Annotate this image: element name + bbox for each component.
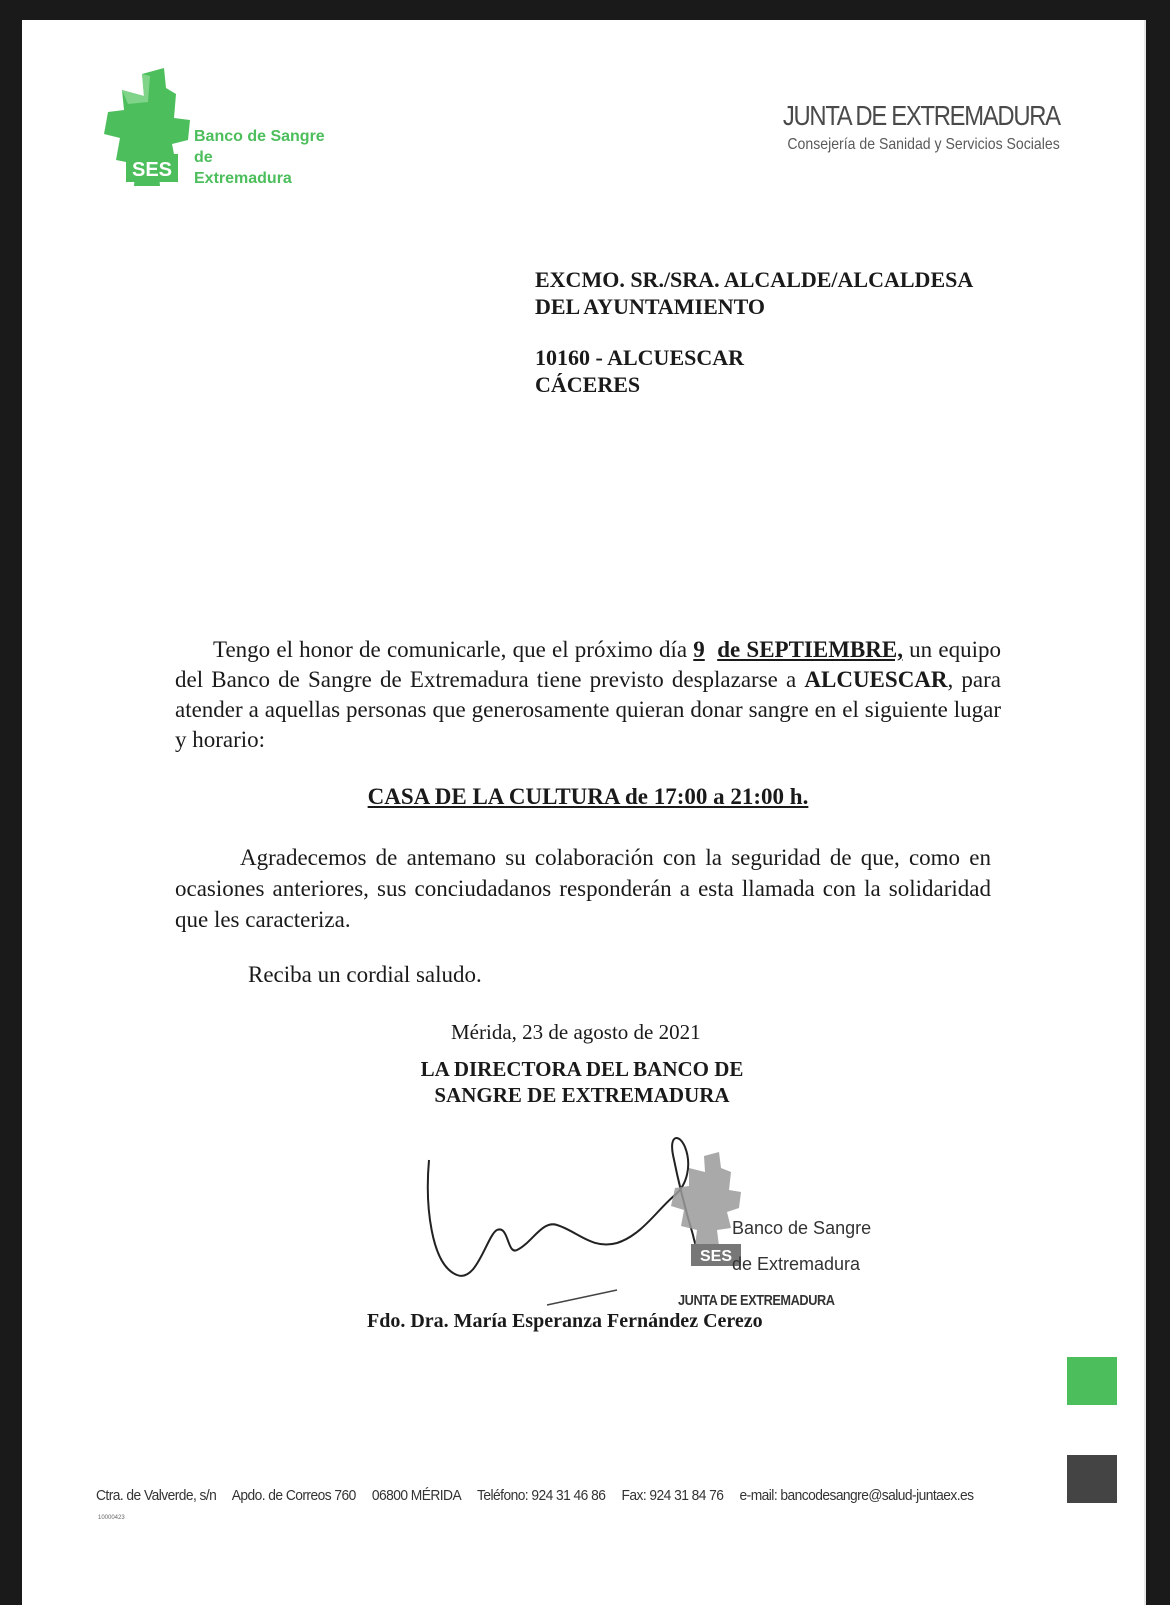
footer-contact	[96, 1487, 986, 1504]
event-month: de SEPTIEMBRE,	[717, 637, 903, 662]
logo-line-1: Banco de Sangre	[194, 128, 325, 145]
svg-text:SES: SES	[131, 159, 173, 181]
signer-title	[382, 1056, 782, 1108]
paragraph-1-end: , para atender a aquellas personas que generosamente quieran donar sangre en el siguiente lugar y horario:	[175, 667, 1002, 752]
event-day: 9	[693, 637, 705, 662]
footer-fax: Fax: 924 31 84 76	[621, 1487, 724, 1504]
signer-name: Fdo. Dra. María Esperanza Fernández Cerezo	[367, 1310, 763, 1332]
addressee-line-3: 10160 - ALCUESCAR	[535, 345, 745, 370]
page-edge-rule	[1144, 20, 1146, 1605]
logo-line-2: de	[194, 149, 213, 166]
gray-color-square	[1067, 1455, 1117, 1503]
footer-city: 06800 MÉRIDA	[371, 1487, 462, 1504]
addressee-line-4: CÁCERES	[535, 372, 641, 397]
place-date: Mérida, 23 de agosto de 2021	[451, 1020, 701, 1044]
letter-paragraph-2	[175, 842, 991, 935]
junta-department: Consejería de Sanidad y Servicios Sociales	[787, 136, 1060, 153]
green-color-square	[1067, 1357, 1117, 1405]
logo-line-3: Extremadura	[194, 170, 292, 187]
footer-po-box: Apdo. de Correos 760	[231, 1487, 356, 1504]
paragraph-2-text: Agradecemos de antemano su colaboración con la seguridad de que, como en ocasiones anteriores, sus conciudadanos responderán a esta llamada con la solidaridad que les caracteriza.	[175, 845, 991, 932]
letter-page	[22, 20, 1146, 1605]
document-code: 10000423	[98, 1515, 125, 1521]
svg-text:SES: SES	[699, 1248, 733, 1265]
letter-paragraph-1	[175, 635, 1001, 755]
stamp-line-3: JUNTA DE EXTREMADURA	[678, 1292, 835, 1309]
signer-title-line-1: LA DIRECTORA DEL BANCO DE	[420, 1057, 744, 1081]
logo-wordmark	[194, 126, 325, 189]
junta-header	[734, 100, 1060, 154]
stamp-line-2: de Extremadura	[732, 1254, 861, 1274]
footer-email: e-mail: bancodesangre@salud-juntaex.es	[739, 1487, 974, 1504]
addressee-line-2: DEL AYUNTAMIENTO	[535, 294, 766, 319]
town-name: ALCUESCAR	[804, 667, 948, 692]
footer-phone: Teléfono: 924 31 46 86	[477, 1487, 606, 1504]
greeting: Reciba un cordial saludo.	[248, 962, 482, 987]
addressee-block	[535, 266, 973, 398]
stamp-line-1: Banco de Sangre	[732, 1218, 872, 1238]
paragraph-1-middle: un equipo del Banco de Sangre de Extremadura tiene previsto desplazarse a	[175, 637, 1001, 692]
place-and-time: CASA DE LA CULTURA de 17:00 a 21:00 h.	[367, 784, 809, 809]
junta-name: JUNTA DE EXTREMADURA	[783, 100, 1060, 131]
paragraph-1-intro: Tengo el honor de comunicarle, que el próximo día	[213, 637, 694, 662]
signer-title-line-2: SANGRE DE EXTREMADURA	[434, 1083, 730, 1107]
addressee-line-1: EXCMO. SR./SRA. ALCALDE/ALCALDESA	[535, 267, 974, 292]
ses-cross-logo-icon	[104, 68, 204, 208]
footer-address: Ctra. de Valverde, s/n	[96, 1487, 217, 1504]
